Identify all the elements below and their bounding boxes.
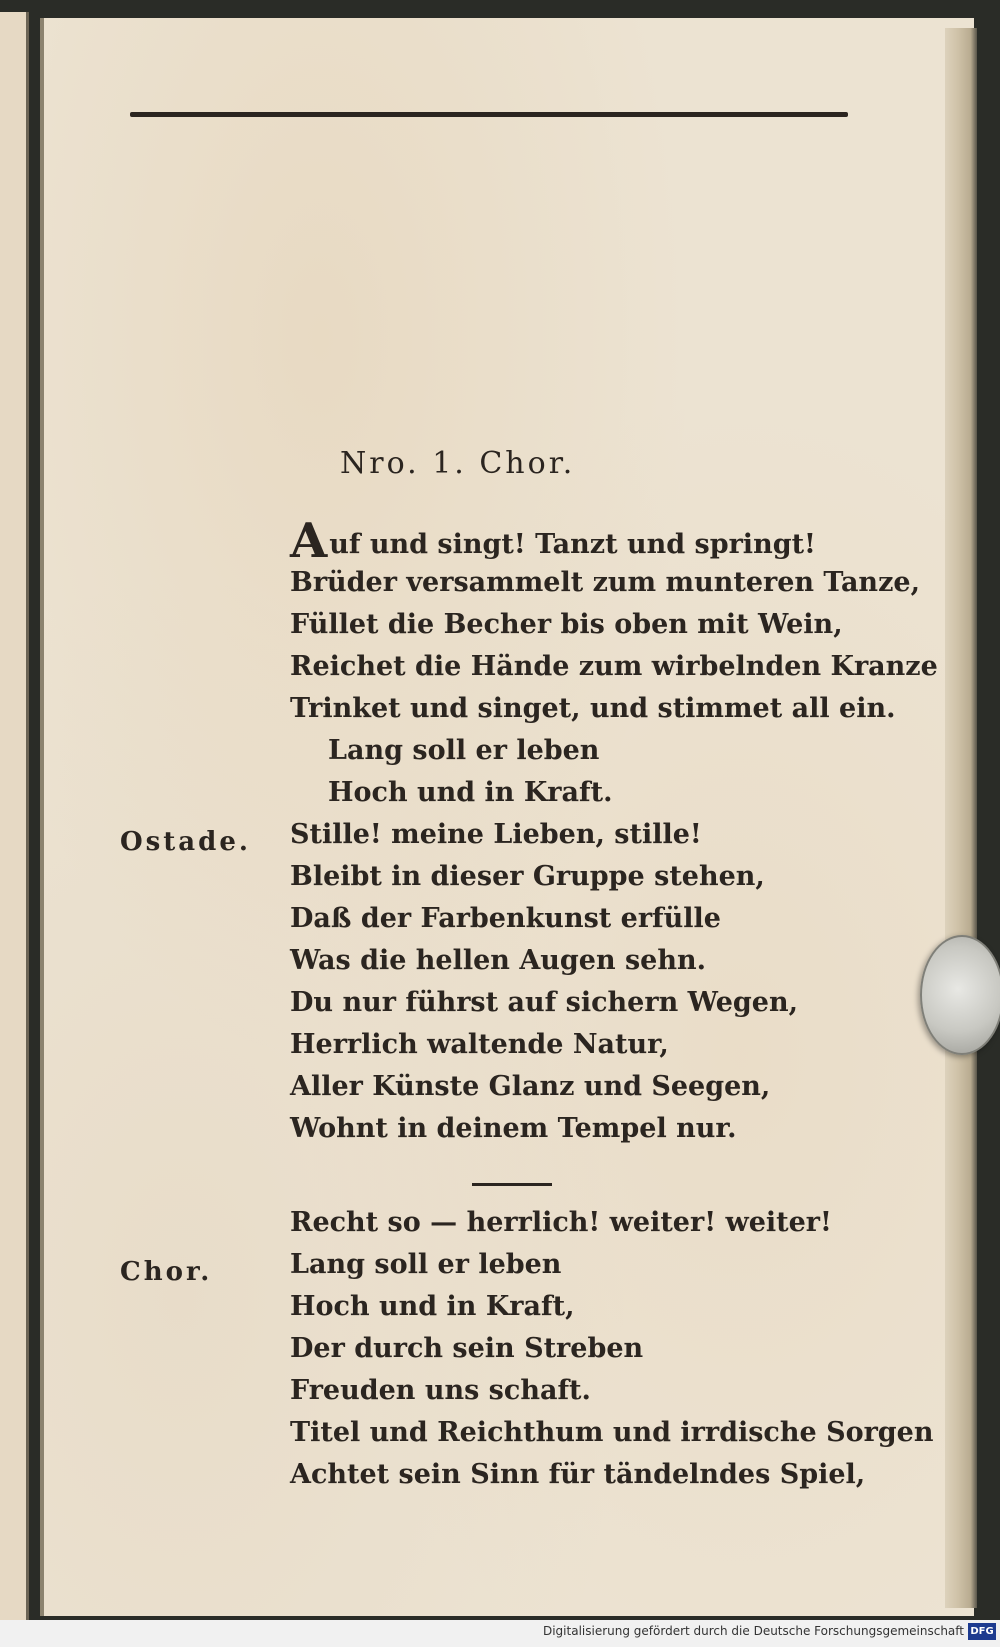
verse-ostade bbox=[290, 814, 798, 1150]
verse-closing-chorus bbox=[290, 1244, 934, 1496]
verse-line: Brüder versammelt zum munteren Tanze, bbox=[290, 567, 920, 598]
verse-line: Lang soll er leben bbox=[290, 1249, 562, 1280]
page-stack-edge bbox=[945, 28, 977, 1608]
verse-line: Daß der Farbenkunst erfülle bbox=[290, 903, 721, 934]
verse-line: Füllet die Becher bis oben mit Wein, bbox=[290, 609, 843, 640]
verse-line: Achtet sein Sinn für tändelndes Spiel, bbox=[290, 1459, 866, 1490]
magnifier-lens bbox=[920, 935, 1000, 1055]
facing-page-edge bbox=[0, 12, 29, 1620]
verse-opening-chorus bbox=[290, 513, 938, 814]
footer-bar bbox=[0, 1620, 1000, 1647]
verse-line: Herrlich waltende Natur, bbox=[290, 1029, 669, 1060]
dfg-logo: DFG bbox=[968, 1623, 996, 1640]
verse-line bbox=[290, 513, 938, 569]
funding-credit: Digitalisierung gefördert durch die Deutsche Forschungsgemeinschaft bbox=[542, 1624, 964, 1638]
verse-line: Hoch und in Kraft, bbox=[290, 1291, 575, 1322]
speaker-label-chor: Chor. bbox=[120, 1257, 213, 1287]
verse-line: Bleibt in dieser Gruppe stehen, bbox=[290, 861, 765, 892]
speaker-label-ostade: Ostade. bbox=[120, 827, 251, 857]
verse-line: Du nur führst auf sichern Wegen, bbox=[290, 987, 798, 1018]
top-rule bbox=[130, 112, 848, 117]
verse-line: Lang soll er leben bbox=[328, 735, 600, 766]
verse-line-text: uf und singt! Tanzt und springt! bbox=[329, 529, 816, 560]
drop-cap: A bbox=[290, 513, 328, 569]
page-gutter bbox=[40, 18, 44, 1616]
verse-line: Der durch sein Streben bbox=[290, 1333, 644, 1364]
verse-line: Trinket und singet, und stimmet all ein. bbox=[290, 693, 896, 724]
verse-line: Freuden uns schaft. bbox=[290, 1375, 591, 1406]
verse-line: Hoch und in Kraft. bbox=[328, 777, 613, 808]
verse-line: Reichet die Hände zum wirbelnden Kranze bbox=[290, 651, 938, 682]
verse-line: Recht so — herrlich! weiter! weiter! bbox=[290, 1207, 832, 1238]
verse-line: Titel und Reichthum und irrdische Sorgen bbox=[290, 1417, 934, 1448]
verse-line: Aller Künste Glanz und Seegen, bbox=[290, 1071, 771, 1102]
section-divider bbox=[472, 1183, 552, 1186]
verse-line: Wohnt in deinem Tempel nur. bbox=[290, 1113, 737, 1144]
verse-line: Was die hellen Augen sehn. bbox=[290, 945, 707, 976]
section-heading: Nro. 1. Chor. bbox=[340, 446, 576, 481]
verse-line: Stille! meine Lieben, stille! bbox=[290, 819, 702, 850]
